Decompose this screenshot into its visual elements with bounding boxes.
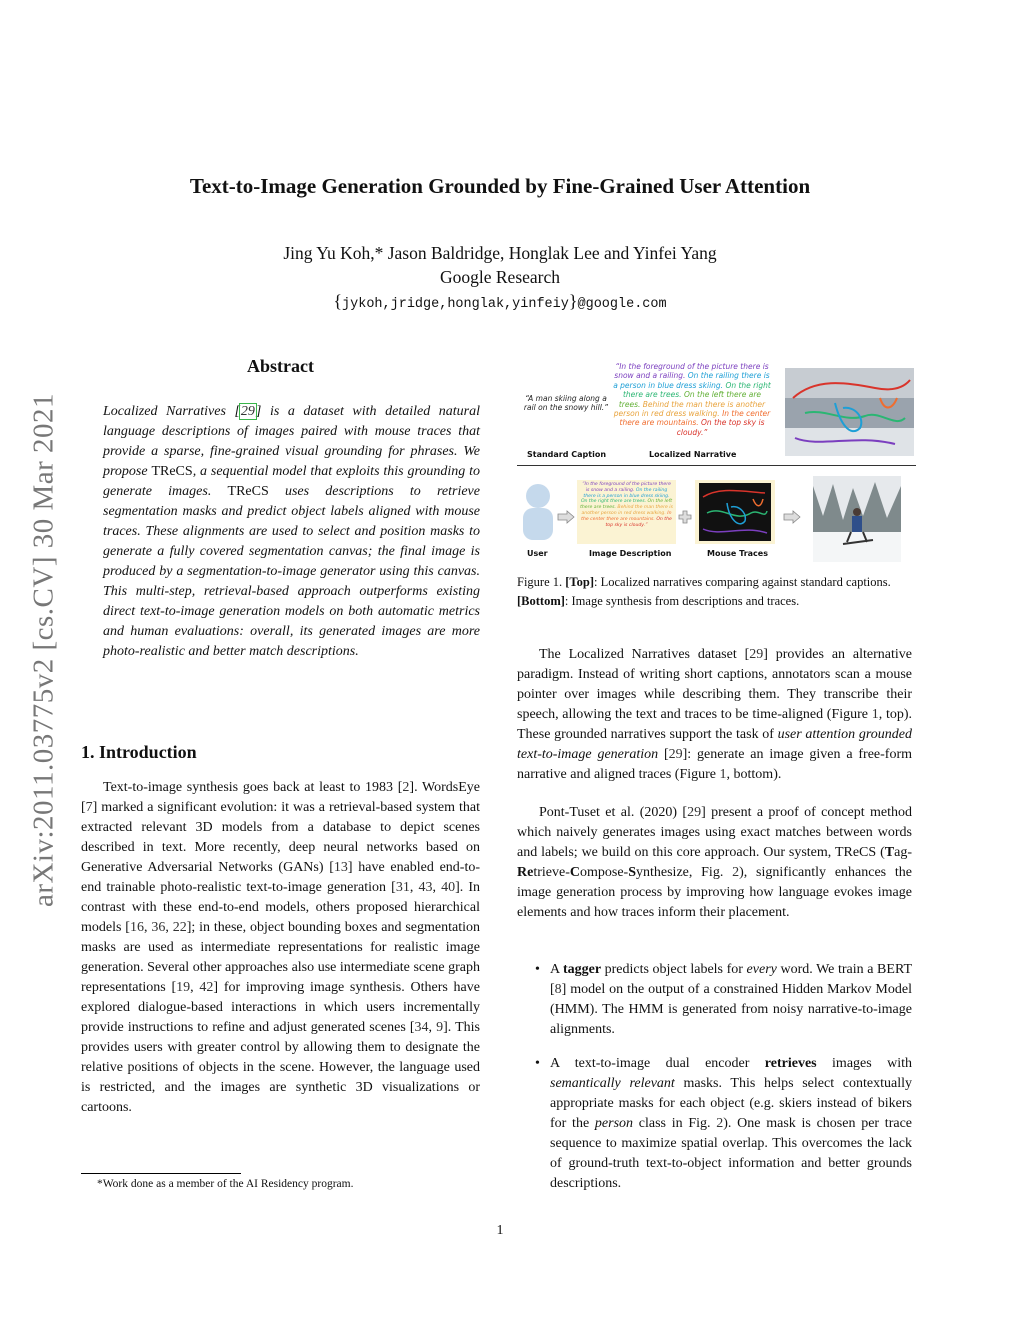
abstract-span: ] is a dataset with detailed natural language descriptions of images paired with mouse traces that provide a sparse, fine-grained visual grounding for phrases. We propose <box>103 404 481 479</box>
narrative-segment: On the left there are trees. <box>618 390 762 409</box>
figure-caption <box>517 573 916 611</box>
author-list: Jing Yu Koh,* Jason Baldridge, Honglak Lee and Yinfei Yang <box>283 243 717 263</box>
narrative-segment: “In the foreground of the picture there is snow and a railing. <box>614 362 769 381</box>
citation-43[interactable]: 43 <box>418 880 433 895</box>
bullet-dot: • <box>535 1056 540 1071</box>
abstract-span: Localized Narratives [ <box>103 404 240 419</box>
list-item <box>517 960 912 1040</box>
page-number: 1 <box>496 1223 504 1238</box>
system-name: TReCS <box>227 484 269 499</box>
skier-body <box>852 516 862 532</box>
text-span: ]. In contrast with these end-to-end models, others proposed hierarchical models [ <box>81 880 481 935</box>
arrow-shape <box>558 511 574 523</box>
user-body <box>523 508 553 540</box>
text-span: A <box>550 962 563 977</box>
image-description-box <box>577 480 676 544</box>
text-span: Pont-Tuset et al. (2020) [ <box>539 805 688 820</box>
paper-title: Text-to-Image Generation Grounded by Fine-Grained User Attention <box>189 174 811 198</box>
text-span: word. We train a BERT [ <box>550 962 912 997</box>
abstract-text <box>103 402 480 662</box>
generated-snow <box>813 532 901 562</box>
system-name: TReCS <box>834 845 877 860</box>
narrative-segment: On the railing there is a person in blue dress skiing. <box>613 371 770 390</box>
right-paragraph-2 <box>517 803 912 923</box>
text-span: ] marked a significant evolution: it was a retrieval-based system that extracted relevant 3D models from a database to depict scenes described in text. More recently, deep neural networks based on Generative Adversarial Networks (GANs) [ <box>81 800 480 875</box>
label-user: User <box>527 549 548 558</box>
intro-paragraph: Text-to-image synthesis goes back at least to 1983 [2]. WordsEye [7] marked a significant evolution: it was a retrieval-based system that extracted relevant 3D models from a database to depict scenes described in text. More recently, deep neural networks based on Generative Adversarial Networks (GANs) [13] have enabled end-to-end trainable photo-realistic text-to-image generation [31, 43, 40]. In contrast with these end-to-end models, others proposed hierarchical models [16, 36, 22]; in these, object bounding boxes and segmentation masks are used as intermediate representations for realistic image generation. Several other approaches also use intermediate scene graph representations [19, 42] for improving image synthesis. Others have explored dialogue-based interactions in which users incrementally provide instructions to refine and adjust generated scenes [34, 9]. This provides users with greater control by allowing them to designate the relative positions of objects in the scene. However, the language used is restricted, and the images are synthetic 3D visualizations or cartoons. <box>81 780 481 1115</box>
figure-1 <box>517 360 916 565</box>
text-span: [ <box>658 747 669 762</box>
text-span: ]; in these, object bounding boxes and segmentation masks are used as intermediate representations for realistic image generation. Several other approaches also use intermediate scene graph representations [ <box>81 920 481 995</box>
citation-29[interactable]: 29 <box>687 805 702 820</box>
acronym-letter: S <box>628 865 636 880</box>
right-paragraph-1 <box>517 645 912 785</box>
acronym-letter: T <box>884 845 895 860</box>
user-icon <box>521 482 555 540</box>
emphasis: semantically relevant <box>550 1076 675 1091</box>
figure-ref-2[interactable]: 2 <box>732 865 740 880</box>
abstract-heading: Abstract <box>247 356 314 376</box>
text-span: ( <box>876 845 885 860</box>
narrative-segment: On the railing there is a person in blue dress skiing. <box>583 487 670 499</box>
caption-top-tag: [Top] <box>565 575 594 589</box>
citation-29[interactable]: 29 <box>240 404 255 419</box>
narrative-segment: Behind the man there is another person in red dress walking. <box>581 505 673 516</box>
label-image-description: Image Description <box>589 549 672 558</box>
narrative-segment: Behind the man there is another person in red dress walking. <box>613 399 766 419</box>
text-span: ]: generate an image given a free-form narrative and aligned traces (Figure <box>517 747 912 782</box>
caption-top-text: : Localized narratives comparing against standard captions. <box>593 575 891 589</box>
narrative-segment: In the center there are mountains. <box>619 409 771 428</box>
intro-heading: 1. Introduction <box>81 742 197 762</box>
citation-link[interactable] <box>240 404 256 419</box>
bullet-dot: • <box>535 962 540 977</box>
figure-ref-2[interactable]: 2 <box>716 1116 724 1131</box>
generated-photo <box>813 476 901 562</box>
text-span: ynthesize, Fig. <box>636 865 733 880</box>
email-users: jykoh,jridge,honglak,yinfeiy <box>342 297 569 312</box>
citation-36[interactable]: 36 <box>151 920 166 935</box>
figure-ref-1[interactable]: 1 <box>719 767 727 782</box>
user-head <box>526 484 550 508</box>
narrative-photo <box>785 368 914 456</box>
citation-7[interactable]: 7 <box>85 800 93 815</box>
text-span: ] have enabled end-to-end trainable photo-realistic text-to-image generation [ <box>81 860 480 895</box>
label-mouse-traces: Mouse Traces <box>707 549 768 558</box>
arrow-right-icon <box>783 510 801 524</box>
figure-divider <box>517 465 916 466</box>
bold-term: tagger <box>562 962 602 977</box>
text-span: ] provides an alternative paradigm. Instead of writing short captions, annotators scan a mouse pointer over images while describing them. They transcribe their speech, allowing the text and traces to be time-aligned (Figure <box>517 647 912 722</box>
text-span: ]. WordsEye [ <box>81 780 480 815</box>
narrative-segment: In the center there are mountains. <box>581 510 672 522</box>
plus-shape <box>679 511 691 523</box>
arxiv-stamp <box>14 350 74 950</box>
system-name: TReCS <box>151 464 193 479</box>
emphasis: every <box>746 962 777 977</box>
label-localized-narrative: Localized Narrative <box>649 450 737 459</box>
narrative-segment: “In the foreground of the picture there is snow and a railing. <box>582 482 671 493</box>
abstract-span: uses descriptions to retrieve segmentation masks and predict object labels aligned with mouse traces. These alignments are used to select and position masks to generate a fully covered segmentation canvas; the final image is produced by a segmentation-to-image generator using this canvas. This multi-step, retrieval-based approach outperforms existing direct text-to-image generation models on both automatic metrics and human evaluations: overall, its generated images are more photo-realistic and better match descriptions. <box>103 484 480 659</box>
label-standard-caption: Standard Caption <box>527 450 607 459</box>
narrative-segment: On the right there are trees. <box>580 499 647 505</box>
text-span: masks. This helps select contextually appropriate masks for each object (e.g. skiers instead of bikers for the <box>550 1076 912 1131</box>
narrative-segment: On the right there are trees. <box>622 380 771 400</box>
citation-40[interactable]: 40 <box>441 880 456 895</box>
text-span: class in Fig. <box>633 1116 717 1131</box>
citation-2[interactable]: 2 <box>402 780 410 795</box>
text-span: The Localized Narratives dataset [ <box>539 647 750 662</box>
citation-34[interactable]: 34 <box>414 1020 429 1035</box>
text-span: ), significantly enhances the image generation process by improving how language evokes image elements and how traces inform their placement. <box>517 865 912 920</box>
standard-caption-quote: “A man skiing along a rail on the snowy hill.” <box>523 394 609 412</box>
text-span: , top). These grounded narratives support the task of <box>517 707 912 742</box>
citation-9[interactable]: 9 <box>436 1020 444 1035</box>
arrow-right-icon <box>557 510 575 524</box>
emphasis: user attention grounded text-to-image generation <box>517 727 912 762</box>
text-span: predicts object labels for <box>601 962 747 977</box>
text-span: ]. This provides users with greater control by allowing them to designate the relative positions of objects in the scene. However, the language used is restricted, and the images are synthetic 3D visualizations or cartoons. <box>81 1020 481 1115</box>
citation-42[interactable]: 42 <box>199 980 214 995</box>
arrow-shape <box>784 511 800 523</box>
citation-16[interactable]: 16 <box>129 920 144 935</box>
acronym-letter: C <box>569 865 580 880</box>
acronym-letter: Re <box>517 865 534 880</box>
list-item <box>517 1054 912 1194</box>
citation-29[interactable]: 29 <box>668 747 683 762</box>
text-span: ] present a proof of concept method which naively generates images using exact matches between words and labels; we build on this core approach. Our system, <box>517 805 912 860</box>
text-span: Text-to-image synthesis goes back at least to 1983 [ <box>103 780 403 795</box>
footnote-rule <box>81 1173 241 1174</box>
email-brace-close: } <box>568 291 578 311</box>
citation-19[interactable]: 19 <box>176 980 191 995</box>
citation-8[interactable]: 8 <box>554 982 562 997</box>
text-span: ag- <box>894 845 912 860</box>
email-line <box>0 291 1000 312</box>
caption-prefix: Figure 1. <box>517 575 566 589</box>
email-domain: @google.com <box>577 297 667 312</box>
text-span: ] model on the output of a constrained Hidden Markov Model (HMM). The HMM is generated from noisy narrative-to-image alignments. <box>550 982 912 1037</box>
caption-bottom-tag: [Bottom] <box>517 594 565 608</box>
text-span: ). One mask is chosen per trace sequence to maximize spatial overlap. This overcomes the lack of ground-truth text-to-object information and better grounds descriptions. <box>550 1116 913 1191</box>
text-span: images with <box>816 1056 912 1071</box>
bullet-list <box>517 960 912 1208</box>
citation-22[interactable]: 22 <box>172 920 187 935</box>
footnote: *Work done as a member of the AI Residency program. <box>97 1178 354 1190</box>
citation-13[interactable]: 13 <box>333 860 348 875</box>
text-span: ] for improving image synthesis. Others have explored dialogue-based interactions in which users incrementally provide instructions to refine and adjust generated scenes [ <box>81 980 480 1035</box>
narrative-segment: On the top sky is cloudy.” <box>676 418 765 437</box>
citation-29[interactable]: 29 <box>749 647 764 662</box>
abstract-span: , a sequential model that exploits this grounding to generate images. <box>103 464 480 499</box>
author-block <box>0 241 1000 289</box>
text-span: ompose- <box>579 865 629 880</box>
caption-bottom-text: : Image synthesis from descriptions and traces. <box>564 594 800 608</box>
text-span: , bottom). <box>726 767 782 782</box>
text-span: trieve- <box>533 865 570 880</box>
affiliation: Google Research <box>439 267 561 287</box>
figure-ref-1[interactable]: 1 <box>871 707 879 722</box>
email-brace-open: { <box>333 291 343 311</box>
mouse-traces-box <box>695 480 775 544</box>
skier-head <box>853 508 861 516</box>
mini-narrative-text <box>580 482 673 528</box>
narrative-segment: On the top sky is cloudy.” <box>605 516 672 528</box>
traces-canvas <box>699 483 771 541</box>
photo-snow <box>785 428 914 456</box>
narrative-segment: On the left there are trees. <box>580 499 673 511</box>
localized-narrative-text <box>612 362 772 437</box>
citation-31[interactable]: 31 <box>395 880 410 895</box>
plus-icon <box>678 510 692 524</box>
emphasis: person <box>594 1116 634 1131</box>
bold-term: retrieves <box>764 1056 817 1071</box>
arxiv-id: arXiv:2011.03775v2 [cs.CV] 30 Mar 2021 <box>27 392 60 908</box>
text-span: A text-to-image dual encoder <box>550 1056 765 1071</box>
